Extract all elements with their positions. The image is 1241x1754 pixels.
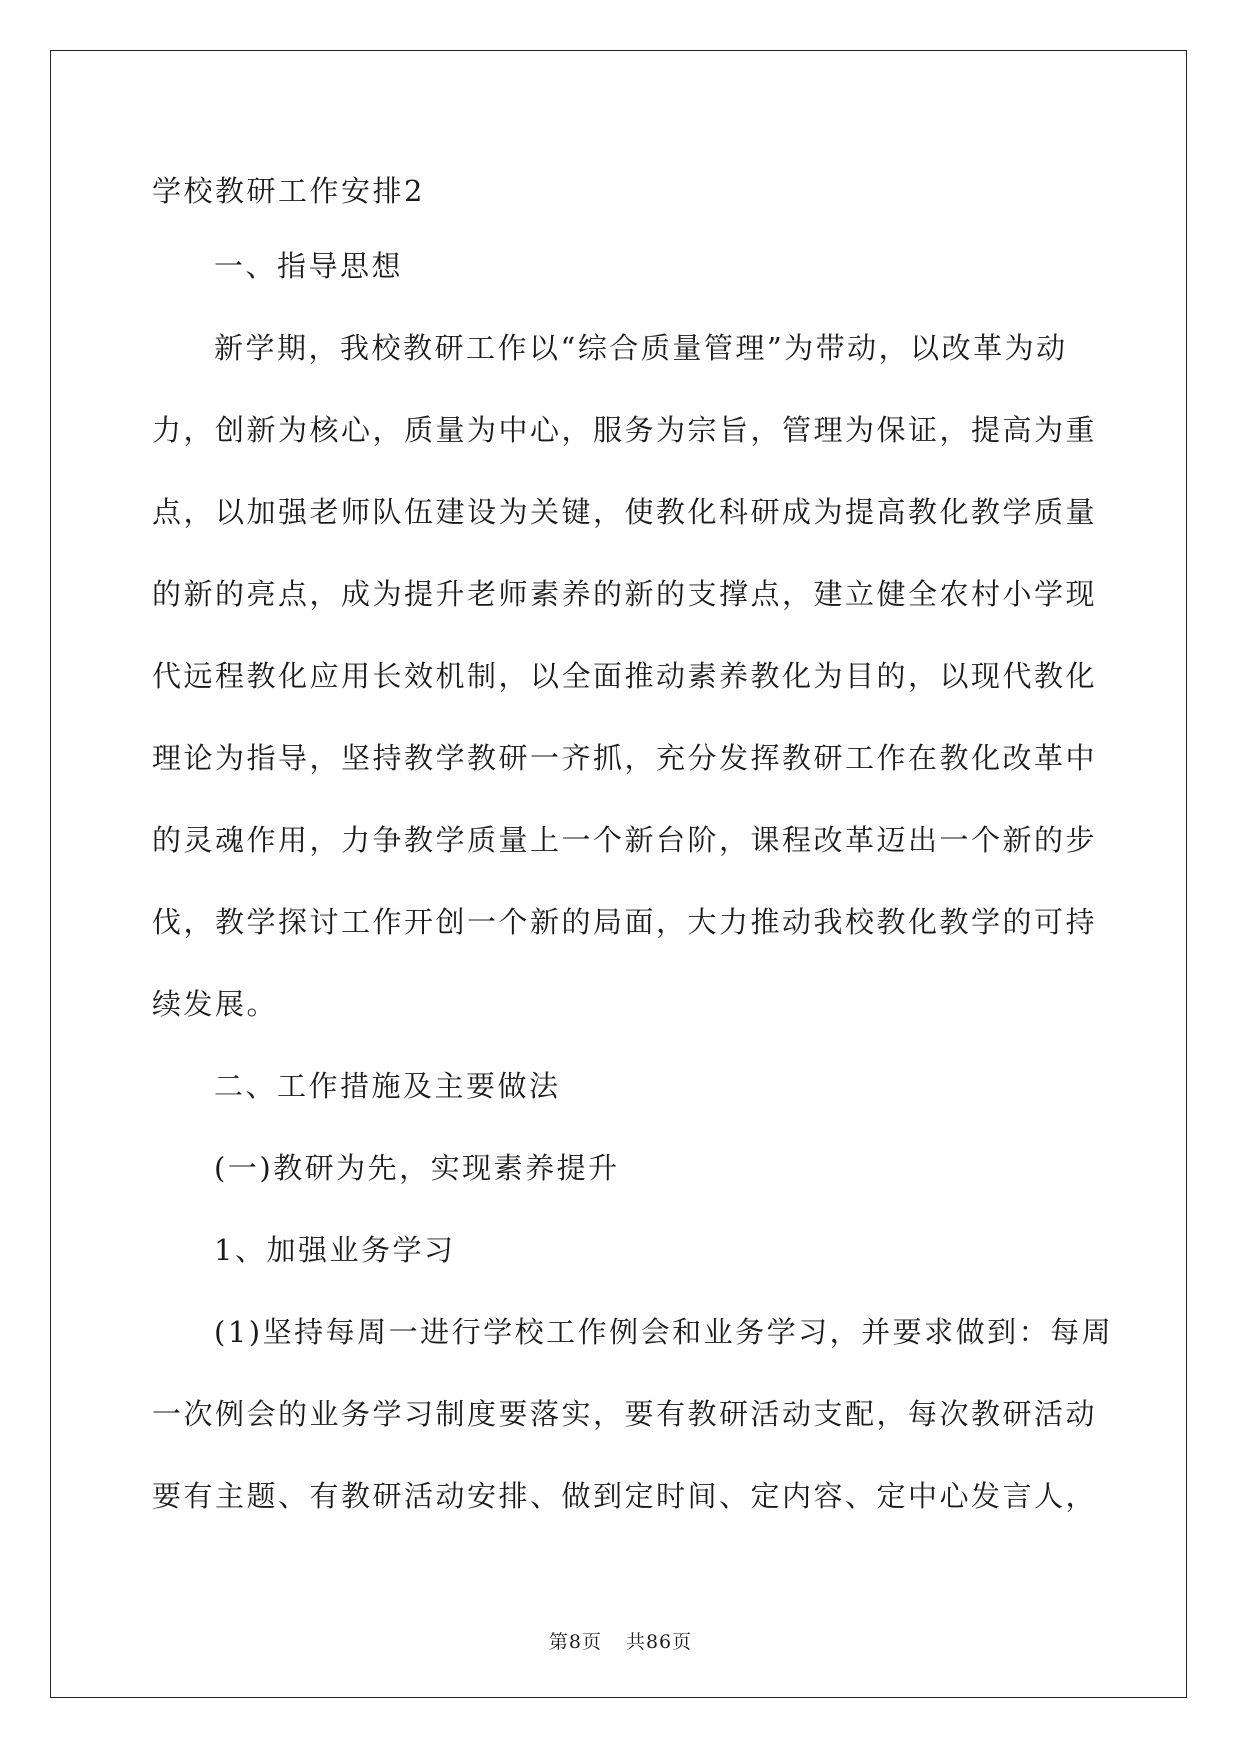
document-body [152,158,1114,1537]
paragraph-line: 的灵魂作用，力争教学质量上一个新台阶，课程改革迈出一个新的步 [152,823,1098,857]
page-total: 共86页 [625,1631,693,1653]
page-footer [0,1627,1241,1654]
paragraph-line: 伐，教学探讨工作开创一个新的局面，大力推动我校教化教学的可持 [152,905,1098,939]
paragraph-line: 点，以加强老师队伍建设为关键，使教化科研成为提高教化教学质量 [152,495,1098,529]
paragraph-line: 力，创新为核心，质量为中心，服务为宗旨，管理为保证，提高为重 [152,413,1098,447]
paragraph-line: (1)坚持每周一进行学校工作例会和业务学习，并要求做到：每周 [214,1315,1114,1349]
paragraph-line: 的新的亮点，成为提升老师素养的新的支撑点，建立健全农村小学现 [152,577,1098,611]
paragraph-line: 新学期，我校教研工作以“综合质量管理”为带动，以改革为动 [214,331,1068,365]
paragraph-line: 理论为指导，坚持教学教研一齐抓，充分发挥教研工作在教化改革中 [152,741,1098,775]
page-number: 第8页 [548,1631,602,1653]
paragraph-line: 代远程教化应用长效机制，以全面推动素养教化为目的，以现代教化 [152,659,1098,693]
paragraph-line: 续发展。 [152,987,279,1021]
document-title: 学校教研工作安排2 [152,174,425,208]
heading-guiding-ideology: 一、指导思想 [214,249,404,283]
subheading-teaching-research: (一)教研为先，实现素养提升 [214,1151,620,1185]
heading-work-measures: 二、工作措施及主要做法 [214,1069,561,1103]
paragraph-line: 一次例会的业务学习制度要落实，要有教研活动支配，每次教研活动 [152,1397,1098,1431]
paragraph-line: 要有主题、有教研活动安排、做到定时间、定内容、定中心发言人， [152,1479,1098,1513]
subheading-business-study: 1、加强业务学习 [214,1233,456,1267]
